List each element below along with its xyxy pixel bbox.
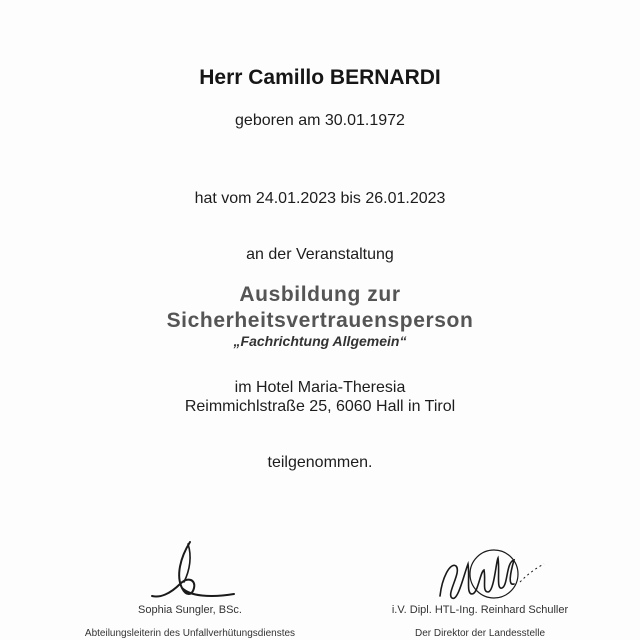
signature-block-left bbox=[50, 536, 330, 639]
signatory-role-right: Der Direktor der Landesstelle bbox=[414, 628, 546, 639]
course-title-line-1: Ausbildung zur bbox=[239, 283, 401, 306]
handwritten-signature-icon bbox=[410, 544, 550, 610]
signatory-name-left: Sophia Sungler, BSc. bbox=[138, 604, 242, 616]
birth-date: geboren am 30.01.1972 bbox=[235, 112, 405, 129]
signature-block-right bbox=[340, 544, 620, 639]
event-intro: an der Veranstaltung bbox=[246, 246, 394, 263]
signatory-name-right: i.V. Dipl. HTL-Ing. Reinhard Schuller bbox=[391, 604, 569, 616]
attendance-period: hat vom 24.01.2023 bis 26.01.2023 bbox=[194, 190, 446, 207]
course-title-line-2: Sicherheitsvertrauensperson bbox=[166, 309, 474, 332]
venue-address: Reimmichlstraße 25, 6060 Hall in Tirol bbox=[184, 398, 456, 415]
handwritten-signature-icon bbox=[130, 536, 250, 610]
venue: im Hotel Maria-Theresia bbox=[234, 379, 406, 396]
recipient-name: Herr Camillo BERNARDI bbox=[199, 66, 441, 89]
signatory-role-left: Abteilungsleiterin des Unfallverhütungsdienstes bbox=[84, 628, 296, 639]
closing-text: teilgenommen. bbox=[267, 454, 373, 471]
course-subtitle: „Fachrichtung Allgemein“ bbox=[233, 333, 407, 349]
